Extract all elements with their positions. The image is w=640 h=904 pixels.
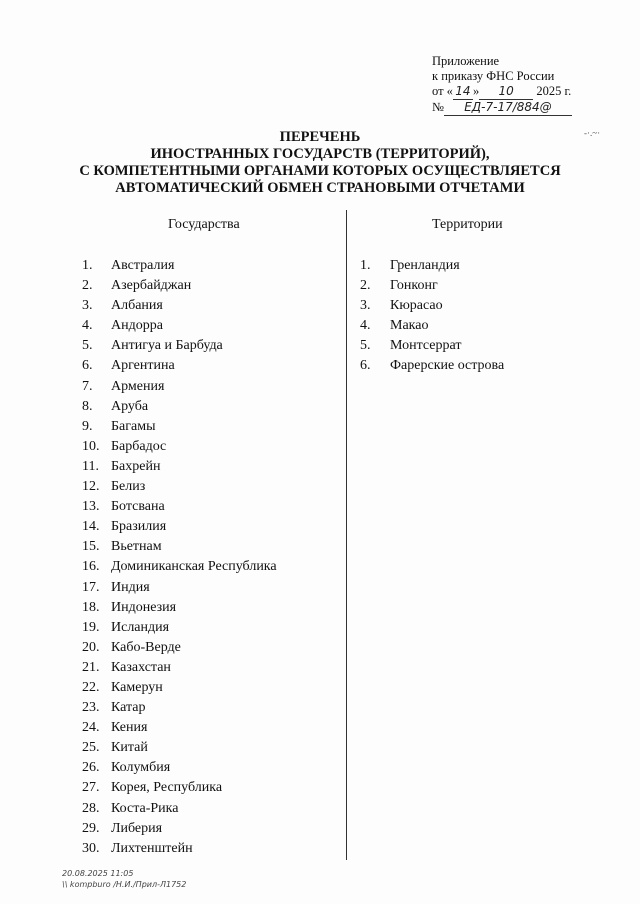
- item-number: 28.: [82, 800, 100, 816]
- footer-timestamp: 20.08.2025 11:05: [62, 869, 134, 878]
- item-number: 15.: [82, 539, 100, 555]
- item-number: 30.: [82, 840, 100, 856]
- item-number: 3.: [360, 298, 371, 314]
- item-number: 9.: [82, 418, 93, 434]
- item-number: 1.: [360, 258, 371, 273]
- title-line-1: ПЕРЕЧЕНЬ: [279, 129, 361, 145]
- appendix-date: от « 14 » 10 2025 г.: [432, 84, 572, 98]
- appendix-block: [432, 54, 572, 116]
- date-month: 10: [479, 84, 533, 100]
- item-number: 6.: [360, 358, 371, 374]
- date-day: 14: [453, 84, 473, 100]
- item-name: Колумбия: [111, 760, 171, 776]
- item-name: Китай: [111, 740, 148, 756]
- date-year: 2025 г.: [536, 84, 572, 98]
- title-line-3: С КОМПЕТЕНТНЫМИ ОРГАНАМИ КОТОРЫХ ОСУЩЕСТВЛЯЕТСЯ: [79, 163, 561, 179]
- item-name: Казахстан: [111, 659, 171, 675]
- item-name: Антигуа и Барбуда: [111, 338, 223, 354]
- item-name: Корея, Республика: [111, 780, 223, 796]
- item-name: Макао: [390, 318, 429, 334]
- item-number: 2.: [82, 278, 93, 294]
- item-number: 14.: [82, 519, 100, 535]
- title-line-2: ИНОСТРАННЫХ ГОСУДАРСТВ (ТЕРРИТОРИЙ),: [150, 146, 490, 162]
- item-name: Кабо-Верде: [111, 639, 181, 655]
- item-number: 24.: [82, 720, 100, 736]
- states-column-header: Государства: [168, 217, 240, 232]
- item-number: 11.: [82, 458, 99, 474]
- item-name: Кения: [111, 720, 148, 736]
- item-name: Монтсеррат: [390, 338, 462, 354]
- item-number: 6.: [82, 358, 93, 374]
- item-number: 13.: [82, 499, 100, 515]
- item-number: 27.: [82, 780, 100, 796]
- item-number: 2.: [360, 278, 371, 294]
- item-number: 21.: [82, 659, 100, 675]
- item-name: Андорра: [111, 318, 163, 334]
- item-name: Белиз: [111, 479, 146, 495]
- item-name: Аруба: [111, 398, 149, 414]
- item-name: Барбадос: [111, 438, 167, 454]
- item-number: 12.: [82, 479, 100, 495]
- item-name: Гренландия: [390, 258, 460, 273]
- item-name: Бахрейн: [111, 458, 161, 474]
- item-number: 7.: [82, 378, 93, 394]
- item-name: Австралия: [111, 258, 175, 273]
- item-name: Кюрасао: [390, 298, 443, 314]
- column-divider: [346, 210, 347, 860]
- item-name: Доминиканская Республика: [111, 559, 277, 575]
- item-number: 26.: [82, 760, 100, 776]
- item-number: 29.: [82, 820, 100, 836]
- item-name: Фарерские острова: [390, 358, 505, 374]
- item-name: Исландия: [111, 619, 170, 635]
- item-number: 19.: [82, 619, 100, 635]
- item-name: Аргентина: [111, 358, 175, 374]
- item-name: Армения: [111, 378, 165, 394]
- territories-column-header: Территории: [432, 217, 503, 232]
- item-name: Бразилия: [111, 519, 167, 535]
- item-number: 5.: [360, 338, 371, 354]
- item-number: 20.: [82, 639, 100, 655]
- item-number: 23.: [82, 700, 100, 716]
- item-name: Лихтенштейн: [111, 840, 193, 856]
- item-number: 5.: [82, 338, 93, 354]
- item-name: Азербайджан: [111, 278, 192, 294]
- item-name: Албания: [111, 298, 163, 314]
- print-footer: [62, 868, 186, 890]
- document-title: [0, 129, 640, 197]
- footer-path: \\ kompburo /Н.И./Прил-Л1752: [62, 880, 187, 889]
- item-number: 3.: [82, 298, 93, 314]
- item-name: Либерия: [111, 820, 163, 836]
- item-name: Катар: [111, 700, 146, 716]
- title-line-4: АВТОМАТИЧЕСКИЙ ОБМЕН СТРАНОВЫМИ ОТЧЕТАМИ: [115, 180, 525, 196]
- item-number: 25.: [82, 740, 100, 756]
- item-number: 17.: [82, 579, 100, 595]
- appendix-title: Приложение: [432, 54, 500, 68]
- item-number: 10.: [82, 438, 100, 454]
- item-name: Индонезия: [111, 599, 177, 615]
- item-number: 22.: [82, 679, 100, 695]
- item-name: Коста-Рика: [111, 800, 179, 816]
- item-name: Вьетнам: [111, 539, 162, 555]
- item-name: Гонконг: [390, 278, 438, 294]
- order-number: ЕД-7-17/884@: [444, 100, 572, 116]
- appendix-order-ref: к приказу ФНС России: [432, 69, 555, 83]
- item-number: 4.: [360, 318, 371, 334]
- item-number: 1.: [82, 258, 93, 273]
- item-name: Багамы: [111, 418, 156, 434]
- item-name: Ботсвана: [111, 499, 165, 515]
- item-number: 18.: [82, 599, 100, 615]
- appendix-number: № ЕД-7-17/884@: [432, 100, 572, 116]
- item-name: Индия: [111, 579, 150, 595]
- item-number: 8.: [82, 398, 93, 414]
- margin-mark: -·.~·: [584, 128, 601, 138]
- item-name: Камерун: [111, 679, 163, 695]
- item-number: 4.: [82, 318, 93, 334]
- item-number: 16.: [82, 559, 100, 575]
